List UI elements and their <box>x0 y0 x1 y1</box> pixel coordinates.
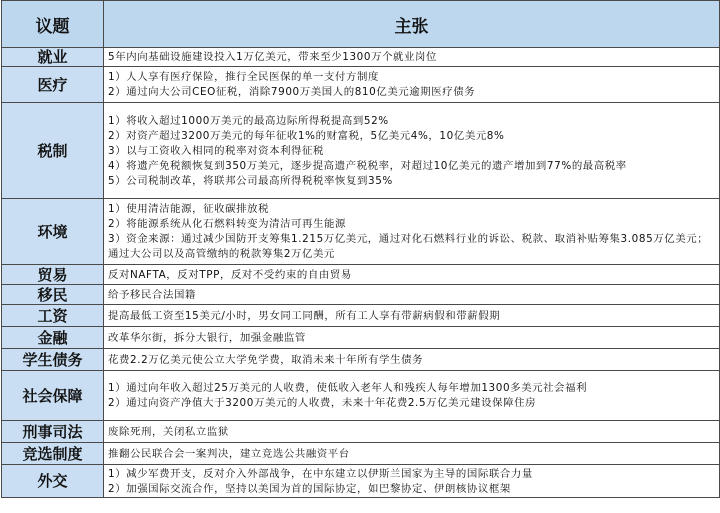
topic-cell: 外交 <box>2 465 104 498</box>
table-row <box>2 285 720 305</box>
position-line: 2）对资产超过3200万美元的每年征收1%的财富税，5亿美元4%，10亿美元8% <box>108 129 505 142</box>
topic-cell: 环境 <box>2 199 104 265</box>
position-line: 推翻公民联合会一案判决，建立竞选公共融资平台 <box>108 447 350 460</box>
topic-cell: 移民 <box>2 285 104 305</box>
position-line: 1）使用清洁能源，征收碳排放税 <box>108 203 270 215</box>
topic-cell: 工资 <box>2 305 104 327</box>
position-cell <box>104 349 720 371</box>
topic-cell: 社会保障 <box>2 371 104 421</box>
position-cell <box>104 67 720 103</box>
position-cell <box>104 443 720 465</box>
position-line: 5）公司税制改革，将联邦公司最高所得税税率恢复到35% <box>108 174 393 187</box>
policy-table <box>1 0 720 498</box>
position-cell <box>104 421 720 443</box>
table-row <box>2 48 720 67</box>
position-cell <box>104 199 720 265</box>
position-line: 花费2.2万亿美元使公立大学免学费，取消未来十年所有学生债务 <box>108 353 424 366</box>
table-row <box>2 421 720 443</box>
position-line: 5年内向基础设施建设投入1万亿美元，带来至少1300万个就业岗位 <box>108 51 438 63</box>
position-line: 2）通过向资产净值大于3200万美元的人收费，未来十年花费2.5万亿美元建设保障住房 <box>108 397 537 409</box>
position-cell <box>104 305 720 327</box>
table-row <box>2 327 720 349</box>
position-cell <box>104 285 720 305</box>
position-line: 1）将收入超过1000万美元的最高边际所得税提高到52% <box>108 114 389 127</box>
position-line: 2）将能源系统从化石燃料转变为清洁可再生能源 <box>108 218 347 230</box>
position-line: 1）通过向年收入超过25万美元的人收费，使低收入老年人和残疾人每年增加1300多美元社会福利 <box>108 382 588 394</box>
table-row <box>2 349 720 371</box>
topic-cell: 医疗 <box>2 67 104 103</box>
header-topic: 议题 <box>2 1 104 48</box>
position-line: 1）减少军费开支，反对介入外部战争，在中东建立以伊斯兰国家为主导的国际联合力量 <box>108 467 533 480</box>
position-cell <box>104 48 720 67</box>
table-row <box>2 305 720 327</box>
topic-cell: 竞选制度 <box>2 443 104 465</box>
table-row <box>2 371 720 421</box>
position-cell <box>104 371 720 421</box>
position-cell <box>104 327 720 349</box>
topic-cell: 税制 <box>2 103 104 199</box>
position-line: 4）将遗产免税额恢复到350万美元，逐步提高遗产税税率，对超过10亿美元的遗产增加到77%的最高税率 <box>108 159 627 172</box>
table-row <box>2 465 720 498</box>
table-row <box>2 443 720 465</box>
topic-cell: 贸易 <box>2 265 104 285</box>
position-cell <box>104 465 720 498</box>
position-line: 3）资金来源：通过减少国防开支筹集1.215万亿美元，通过对化石燃料行业的诉讼、税款、取消补贴筹集3.085万亿美元；通过大公司以及高管缴纳的税款筹集2万亿美元 <box>108 233 709 260</box>
position-line: 废除死刑，关闭私立监狱 <box>108 425 229 438</box>
topic-cell: 刑事司法 <box>2 421 104 443</box>
topic-cell: 学生债务 <box>2 349 104 371</box>
position-line: 反对NAFTA，反对TPP，反对不受约束的自由贸易 <box>108 268 352 281</box>
table-row <box>2 265 720 285</box>
topic-cell: 金融 <box>2 327 104 349</box>
position-line: 1）人人享有医疗保险，推行全民医保的单一支付方制度 <box>108 71 379 83</box>
position-line: 3）以与工资收入相同的税率对资本利得征税 <box>108 144 325 157</box>
position-line: 改革华尔街，拆分大银行，加强金融监管 <box>108 331 306 344</box>
table-row <box>2 199 720 265</box>
position-line: 2）加强国际交流合作，坚持以美国为首的国际协定，如巴黎协定、伊朗核协议框架 <box>108 482 511 495</box>
header-position: 主张 <box>104 1 720 48</box>
topic-cell: 就业 <box>2 48 104 67</box>
position-line: 提高最低工资至15美元/小时，男女同工同酬，所有工人享有带薪病假和带薪假期 <box>108 309 501 322</box>
table-row <box>2 67 720 103</box>
table-row <box>2 103 720 199</box>
position-cell <box>104 265 720 285</box>
position-line: 给予移民合法国籍 <box>108 288 196 301</box>
header-row <box>2 1 720 48</box>
position-line: 2）通过向大公司CEO征税，消除7900万美国人的810亿美元逾期医疗债务 <box>108 86 476 98</box>
position-cell <box>104 103 720 199</box>
